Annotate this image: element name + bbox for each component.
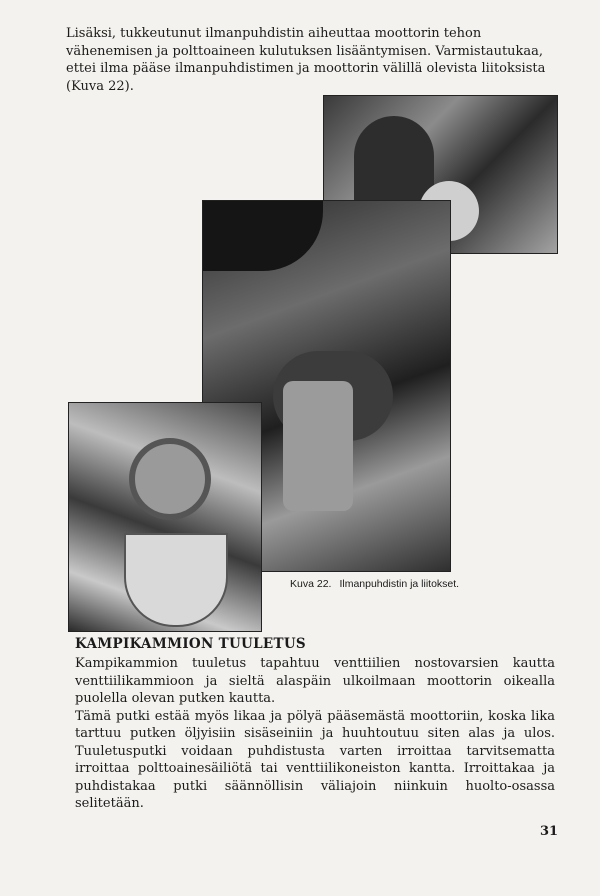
figure-number: Kuva 22. <box>290 578 332 590</box>
page-number: 31 <box>540 824 559 839</box>
engine-photo-left <box>68 402 262 632</box>
figure-caption-text: Ilmanpuhdistin ja liitokset. <box>339 578 460 590</box>
section-heading: KAMPIKAMMION TUULETUS <box>75 636 306 652</box>
intro-paragraph: Lisäksi, tukkeutunut ilmanpuhdistin aiheuttaa moottorin tehon vähenemisen ja polttoaineen kulutuksen lisääntymisen. Varmistautukaa, ettei ilma pääse ilmanpuhdistimen ja moottorin välillä olevista liitoksista (Kuva 22). <box>66 26 546 94</box>
section-body <box>75 655 555 813</box>
paragraph-1: Kampikammion tuuletus tapahtuu venttiilien nostovarsien kautta venttiilikammioon ja sieltä alaspäin ulkoilmaan moottorin oikealla puolella olevan putken kautta. <box>75 656 555 706</box>
figure-caption <box>290 578 467 590</box>
paragraph-2: Tämä putki estää myös likaa ja pölyä pääsemästä moottoriin, koska lika tarttuu putken öljyisiin sisäseiniin ja huuhtoutuu siten alas ja ulos. Tuuletusputki voidaan puhdistusta varten irroittaa tarvitsematta irroittaa polttoainesäiliötä tai venttiilikoneiston kantta. Irroittakaa ja puhdistakaa putki säännöllisin väliajoin niinkuin huolto-osassa selitetään. <box>75 708 555 811</box>
